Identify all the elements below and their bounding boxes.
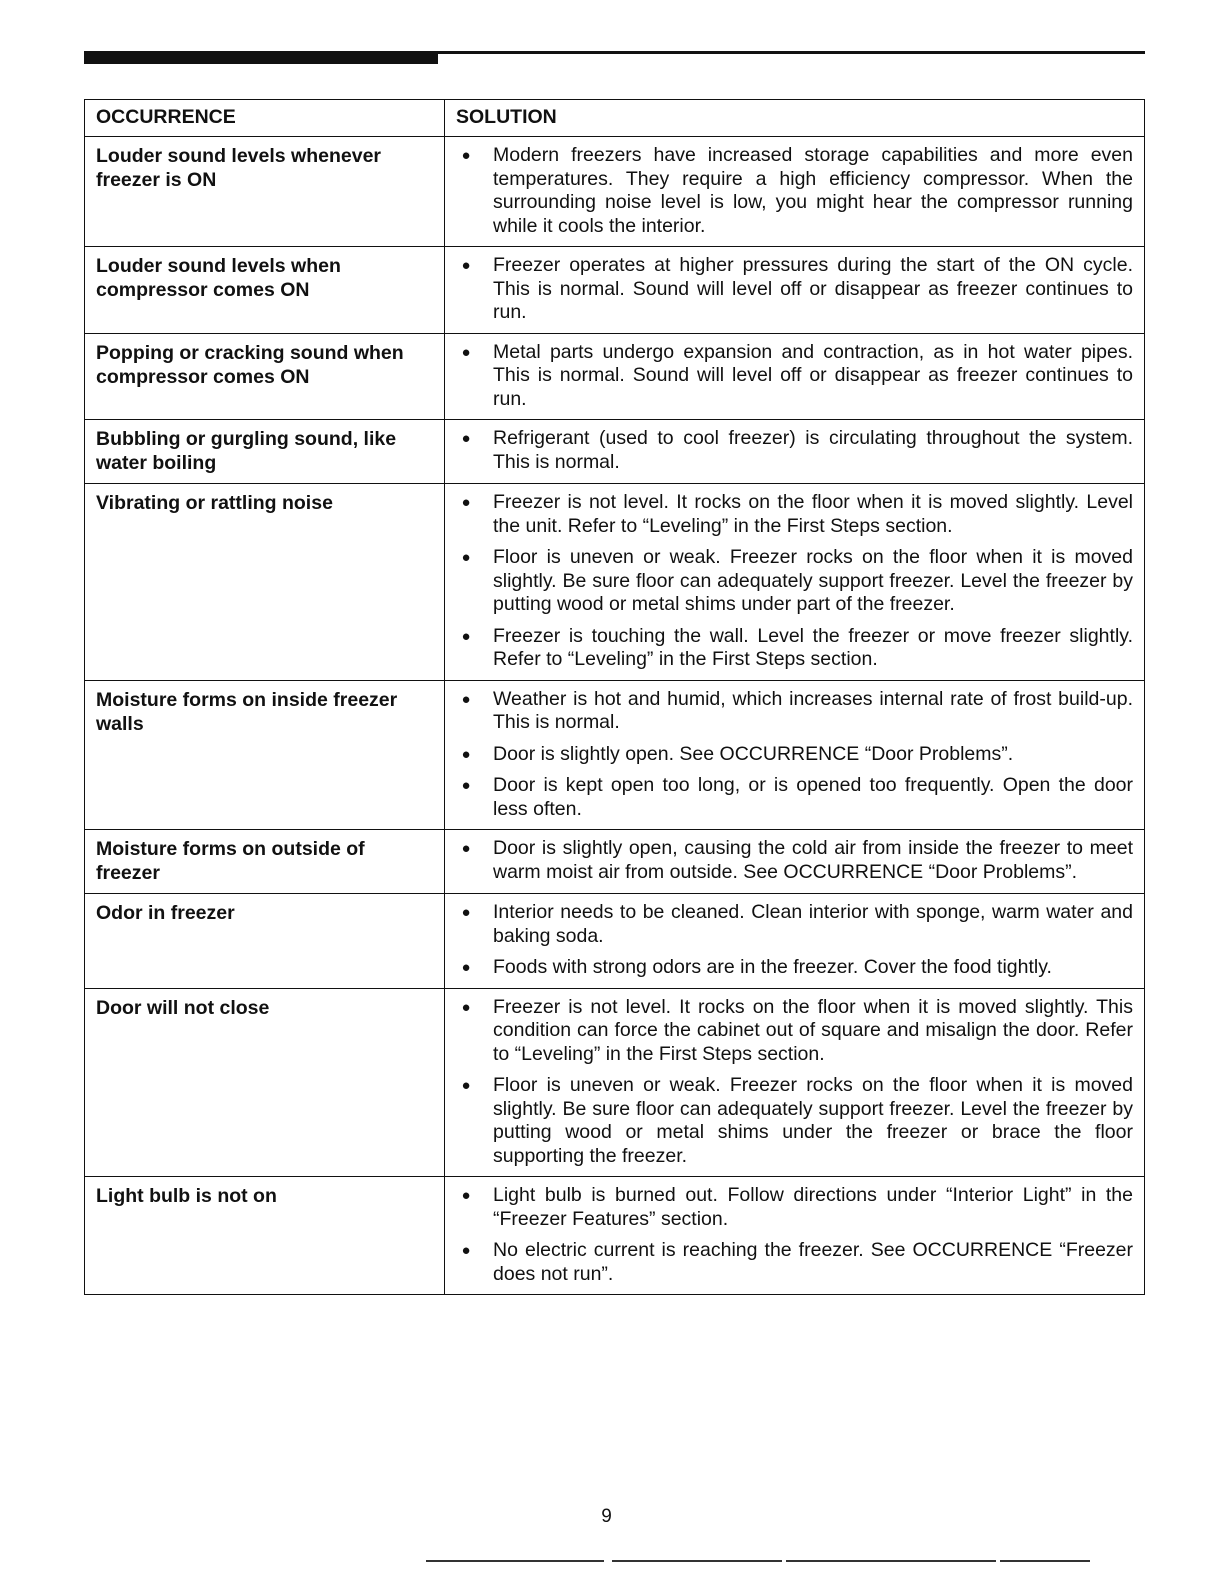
- table-row: [85, 484, 1145, 681]
- solution-text: Floor is uneven or weak. Freezer rocks on the floor when it is moved slightly. Be sure floor can adequately support freezer. Level the freezer by putting wood or metal shims under the freezer or brace the floor supporting the freezer.: [493, 1074, 1133, 1167]
- header-rule-thick: [84, 52, 438, 64]
- occurrence-cell: Bubbling or gurgling sound, like water boiling: [85, 420, 445, 484]
- table-header-row: [85, 100, 1145, 137]
- solution-cell: [445, 830, 1145, 894]
- solution-text: Weather is hot and humid, which increases internal rate of frost build-up. This is normal.: [493, 687, 1133, 733]
- list-item: [456, 743, 1133, 767]
- list-item: [456, 427, 1133, 474]
- solution-list: [456, 254, 1133, 325]
- list-item: [456, 837, 1133, 884]
- solution-list: [456, 341, 1133, 412]
- solution-text: Interior needs to be cleaned. Clean interior with sponge, warm water and baking soda.: [493, 901, 1133, 947]
- list-item: [456, 144, 1133, 238]
- occurrence-cell: Vibrating or rattling noise: [85, 484, 445, 681]
- list-item: [456, 254, 1133, 325]
- solution-text: Freezer is not level. It rocks on the floor when it is moved slightly. This condition can force the cabinet out of square and misalign the door. Refer to “Leveling” in the First Steps section.: [493, 995, 1133, 1065]
- bullet-icon: ●: [461, 998, 471, 1016]
- list-item: [456, 341, 1133, 412]
- solution-text: Freezer is touching the wall. Level the freezer or move freezer slightly. Refer to “Leveling” in the First Steps section.: [493, 624, 1133, 670]
- solution-text: Light bulb is burned out. Follow directions under “Interior Light” in the “Freezer Features” section.: [493, 1184, 1133, 1230]
- solution-list: [456, 996, 1133, 1169]
- solution-text: Door is kept open too long, or is opened too frequently. Open the door less often.: [493, 774, 1133, 820]
- bullet-icon: ●: [461, 1187, 471, 1204]
- bullet-icon: ●: [461, 777, 471, 794]
- table-row: [85, 137, 1145, 247]
- list-item: [456, 996, 1133, 1067]
- list-item: [456, 774, 1133, 821]
- table-row: [85, 1177, 1145, 1295]
- bullet-icon: ●: [461, 257, 471, 274]
- table-row: [85, 894, 1145, 989]
- bullet-icon: ●: [461, 840, 471, 857]
- solution-text: Door is slightly open, causing the cold air from inside the freezer to meet warm moist air from outside. See OCCURRENCE “Door Problems”.: [493, 837, 1133, 883]
- solution-cell: [445, 420, 1145, 484]
- solution-text: Modern freezers have increased storage capabilities and more even temperatures. They require a high efficiency compressor. When the surrounding noise level is low, you might hear the compressor running while it cools the interior.: [493, 144, 1133, 237]
- solution-list: [456, 491, 1133, 672]
- bullet-icon: ●: [461, 147, 471, 164]
- solution-cell: [445, 137, 1145, 247]
- occurrence-cell: Door will not close: [85, 988, 445, 1177]
- list-item: [456, 625, 1133, 672]
- page-number: 9: [601, 1506, 612, 1527]
- table-row: [85, 420, 1145, 484]
- occurrence-header: OCCURRENCE: [85, 100, 445, 137]
- list-item: [456, 546, 1133, 617]
- bullet-icon: ●: [461, 494, 471, 511]
- solution-cell: [445, 988, 1145, 1177]
- table-row: [85, 988, 1145, 1177]
- table-row: [85, 247, 1145, 334]
- solution-text: Freezer is not level. It rocks on the floor when it is moved slightly. Level the unit. Refer to “Leveling” in the First Steps section.: [493, 491, 1133, 537]
- bullet-icon: ●: [461, 959, 471, 976]
- table-row: [85, 830, 1145, 894]
- occurrence-cell: Moisture forms on inside freezer walls: [85, 680, 445, 830]
- list-item: [456, 1239, 1133, 1286]
- occurrence-cell: Odor in freezer: [85, 894, 445, 989]
- bullet-icon: ●: [461, 430, 471, 447]
- solution-list: [456, 837, 1133, 884]
- bullet-icon: ●: [461, 627, 471, 645]
- list-item: [456, 1074, 1133, 1168]
- list-item: [456, 1184, 1133, 1231]
- solution-list: [456, 144, 1133, 238]
- solution-header: SOLUTION: [445, 100, 1145, 137]
- solution-list: [456, 688, 1133, 822]
- table-row: [85, 680, 1145, 830]
- solution-list: [456, 427, 1133, 474]
- occurrence-cell: Louder sound levels whenever freezer is ON: [85, 137, 445, 247]
- solution-cell: [445, 894, 1145, 989]
- occurrence-cell: Light bulb is not on: [85, 1177, 445, 1295]
- occurrence-cell: Popping or cracking sound when compressor comes ON: [85, 333, 445, 420]
- table-row: [85, 333, 1145, 420]
- solution-list: [456, 901, 1133, 980]
- list-item: [456, 688, 1133, 735]
- bullet-icon: ●: [461, 549, 471, 566]
- solution-text: No electric current is reaching the freezer. See OCCURRENCE “Freezer does not run”.: [493, 1239, 1133, 1285]
- solution-cell: [445, 1177, 1145, 1295]
- bullet-icon: ●: [461, 1242, 471, 1259]
- occurrence-cell: Louder sound levels when compressor comes ON: [85, 247, 445, 334]
- troubleshooting-table: [84, 99, 1145, 1295]
- scan-artifact-line: [420, 1560, 1213, 1562]
- solution-text: Refrigerant (used to cool freezer) is circulating throughout the system. This is normal.: [493, 427, 1133, 473]
- solution-text: Door is slightly open. See OCCURRENCE “Door Problems”.: [493, 742, 1014, 765]
- list-item: [456, 491, 1133, 538]
- bullet-icon: ●: [461, 745, 471, 763]
- solution-cell: [445, 484, 1145, 681]
- occurrence-cell: Moisture forms on outside of freezer: [85, 830, 445, 894]
- bullet-icon: ●: [461, 1077, 471, 1094]
- bullet-icon: ●: [461, 343, 471, 361]
- solution-text: Floor is uneven or weak. Freezer rocks on the floor when it is moved slightly. Be sure floor can adequately support freezer. Level the freezer by putting wood or metal shims under part of the freezer.: [493, 546, 1133, 615]
- solution-list: [456, 1184, 1133, 1286]
- bullet-icon: ●: [461, 690, 471, 708]
- bullet-icon: ●: [461, 904, 471, 921]
- solution-cell: [445, 247, 1145, 334]
- solution-text: Freezer operates at higher pressures during the start of the ON cycle. This is normal. Sound will level off or disappear as freezer continues to run.: [493, 254, 1133, 323]
- solution-text: Foods with strong odors are in the freezer. Cover the food tightly.: [493, 956, 1052, 978]
- list-item: [456, 901, 1133, 948]
- solution-text: Metal parts undergo expansion and contraction, as in hot water pipes. This is normal. Sound will level off or disappear as freezer continues to run.: [493, 340, 1133, 410]
- solution-cell: [445, 680, 1145, 830]
- solution-cell: [445, 333, 1145, 420]
- list-item: [456, 956, 1133, 980]
- table-body: [85, 137, 1145, 1295]
